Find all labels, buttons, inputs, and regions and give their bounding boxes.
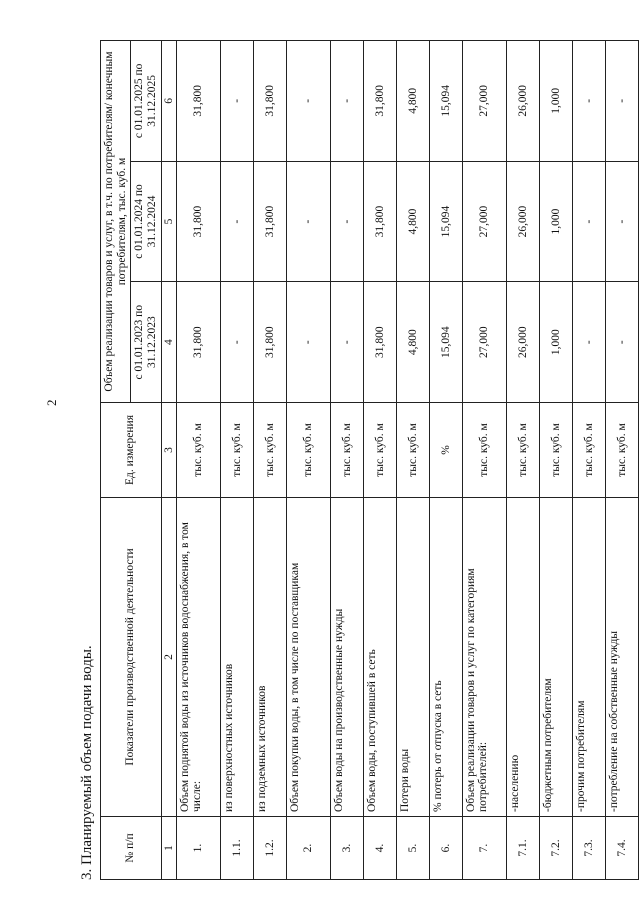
table-row xyxy=(253,41,286,880)
row-value-2024: 31,800 xyxy=(253,161,286,282)
row-value-2025: - xyxy=(572,41,605,162)
row-num: 7.1. xyxy=(506,817,539,880)
header-period-2024: с 01.01.2024 по 31.12.2024 xyxy=(131,161,161,282)
row-unit: тыс. куб. м xyxy=(605,403,638,498)
row-value-2023: 27,000 xyxy=(462,282,506,403)
row-value-2023: 31,800 xyxy=(363,282,396,403)
table-row xyxy=(429,41,462,880)
row-num: 7.4. xyxy=(605,817,638,880)
column-index: 5 xyxy=(161,161,176,282)
row-unit: тыс. куб. м xyxy=(363,403,396,498)
table-row xyxy=(605,41,638,880)
row-value-2024: 27,000 xyxy=(462,161,506,282)
row-unit: тыс. куб. м xyxy=(286,403,330,498)
header-unit: Ед. измерения xyxy=(101,403,162,498)
column-index: 4 xyxy=(161,282,176,403)
row-num: 1.2. xyxy=(253,817,286,880)
row-value-2024: - xyxy=(330,161,363,282)
row-num: 5. xyxy=(396,817,429,880)
row-value-2023: - xyxy=(220,282,253,403)
row-unit: тыс. куб. м xyxy=(396,403,429,498)
row-unit: тыс. куб. м xyxy=(330,403,363,498)
row-indicator: -потребление на собственные нужды xyxy=(605,498,638,817)
header-period-2025: с 01.01.2025 по 31.12.2025 xyxy=(131,41,161,162)
row-unit: тыс. куб. м xyxy=(572,403,605,498)
table-row xyxy=(539,41,572,880)
row-value-2023: 15,094 xyxy=(429,282,462,403)
row-indicator: из поверхностных источников xyxy=(220,498,253,817)
column-index-row xyxy=(161,41,176,880)
row-value-2023: - xyxy=(572,282,605,403)
row-num: 4. xyxy=(363,817,396,880)
row-value-2024: 26,000 xyxy=(506,161,539,282)
table-row xyxy=(396,41,429,880)
row-value-2025: - xyxy=(330,41,363,162)
row-value-2024: - xyxy=(605,161,638,282)
row-indicator: Объем покупки воды, в том числе по поставщикам xyxy=(286,498,330,817)
row-value-2024: 1,000 xyxy=(539,161,572,282)
header-period-2023: с 01.01.2023 по 31.12.2023 xyxy=(131,282,161,403)
row-value-2025: - xyxy=(286,41,330,162)
row-value-2025: 1,000 xyxy=(539,41,572,162)
row-num: 1. xyxy=(176,817,220,880)
row-value-2024: 15,094 xyxy=(429,161,462,282)
header-num: № п/п xyxy=(101,817,162,880)
row-value-2025: 31,800 xyxy=(176,41,220,162)
row-value-2025: 31,800 xyxy=(253,41,286,162)
row-value-2025: 4,800 xyxy=(396,41,429,162)
row-value-2025: - xyxy=(220,41,253,162)
column-index: 1 xyxy=(161,817,176,880)
row-indicator: Объем поднятой воды из источников водоснабжения, в том числе: xyxy=(176,498,220,817)
row-indicator: Объем воды на производственные нужды xyxy=(330,498,363,817)
row-num: 3. xyxy=(330,817,363,880)
page-number: 2 xyxy=(44,399,59,406)
row-num: 7.2. xyxy=(539,817,572,880)
table-row xyxy=(286,41,330,880)
water-supply-table xyxy=(100,40,639,880)
table-row xyxy=(462,41,506,880)
row-value-2023: 31,800 xyxy=(253,282,286,403)
row-value-2023: - xyxy=(286,282,330,403)
row-num: 7.3. xyxy=(572,817,605,880)
column-index: 2 xyxy=(161,498,176,817)
row-indicator: Потери воды xyxy=(396,498,429,817)
section-title: 3. Планируемый объем подачи воды. xyxy=(79,645,95,880)
row-value-2025: 15,094 xyxy=(429,41,462,162)
row-indicator: Объем воды, поступившей в сеть xyxy=(363,498,396,817)
column-index: 3 xyxy=(161,403,176,498)
header-indicator: Показатели производственной деятельности xyxy=(101,498,162,817)
row-value-2024: - xyxy=(572,161,605,282)
row-value-2024: - xyxy=(286,161,330,282)
table-row xyxy=(176,41,220,880)
row-indicator: -прочим потребителям xyxy=(572,498,605,817)
table-row xyxy=(330,41,363,880)
table-row xyxy=(220,41,253,880)
row-num: 6. xyxy=(429,817,462,880)
row-unit: тыс. куб. м xyxy=(506,403,539,498)
row-indicator: -населению xyxy=(506,498,539,817)
row-value-2025: 27,000 xyxy=(462,41,506,162)
row-unit: тыс. куб. м xyxy=(176,403,220,498)
row-value-2025: 31,800 xyxy=(363,41,396,162)
table-row xyxy=(506,41,539,880)
row-value-2023: 31,800 xyxy=(176,282,220,403)
rotated-content xyxy=(76,40,628,880)
row-value-2023: - xyxy=(605,282,638,403)
row-value-2024: - xyxy=(220,161,253,282)
table-row xyxy=(363,41,396,880)
row-indicator: Объем реализации товаров и услуг по категориям потребителей: xyxy=(462,498,506,817)
row-value-2024: 4,800 xyxy=(396,161,429,282)
row-unit: тыс. куб. м xyxy=(253,403,286,498)
row-value-2025: - xyxy=(605,41,638,162)
row-unit: тыс. куб. м xyxy=(539,403,572,498)
header-volume-group: Объем реализации товаров и услуг, в т.ч. по потребителям/ конечным потребителям, тыс. куб. м xyxy=(101,41,131,403)
row-indicator: % потерь от отпуска в сеть xyxy=(429,498,462,817)
row-value-2023: 4,800 xyxy=(396,282,429,403)
row-value-2025: 26,000 xyxy=(506,41,539,162)
row-value-2024: 31,800 xyxy=(363,161,396,282)
row-value-2024: 31,800 xyxy=(176,161,220,282)
column-index: 6 xyxy=(161,41,176,162)
row-unit: % xyxy=(429,403,462,498)
row-value-2023: - xyxy=(330,282,363,403)
row-num: 1.1. xyxy=(220,817,253,880)
row-value-2023: 1,000 xyxy=(539,282,572,403)
table-row xyxy=(572,41,605,880)
row-indicator: -бюджетным потребителям xyxy=(539,498,572,817)
row-unit: тыс. куб. м xyxy=(220,403,253,498)
row-unit: тыс. куб. м xyxy=(462,403,506,498)
row-value-2023: 26,000 xyxy=(506,282,539,403)
row-num: 7. xyxy=(462,817,506,880)
row-indicator: из подземных источников xyxy=(253,498,286,817)
row-num: 2. xyxy=(286,817,330,880)
